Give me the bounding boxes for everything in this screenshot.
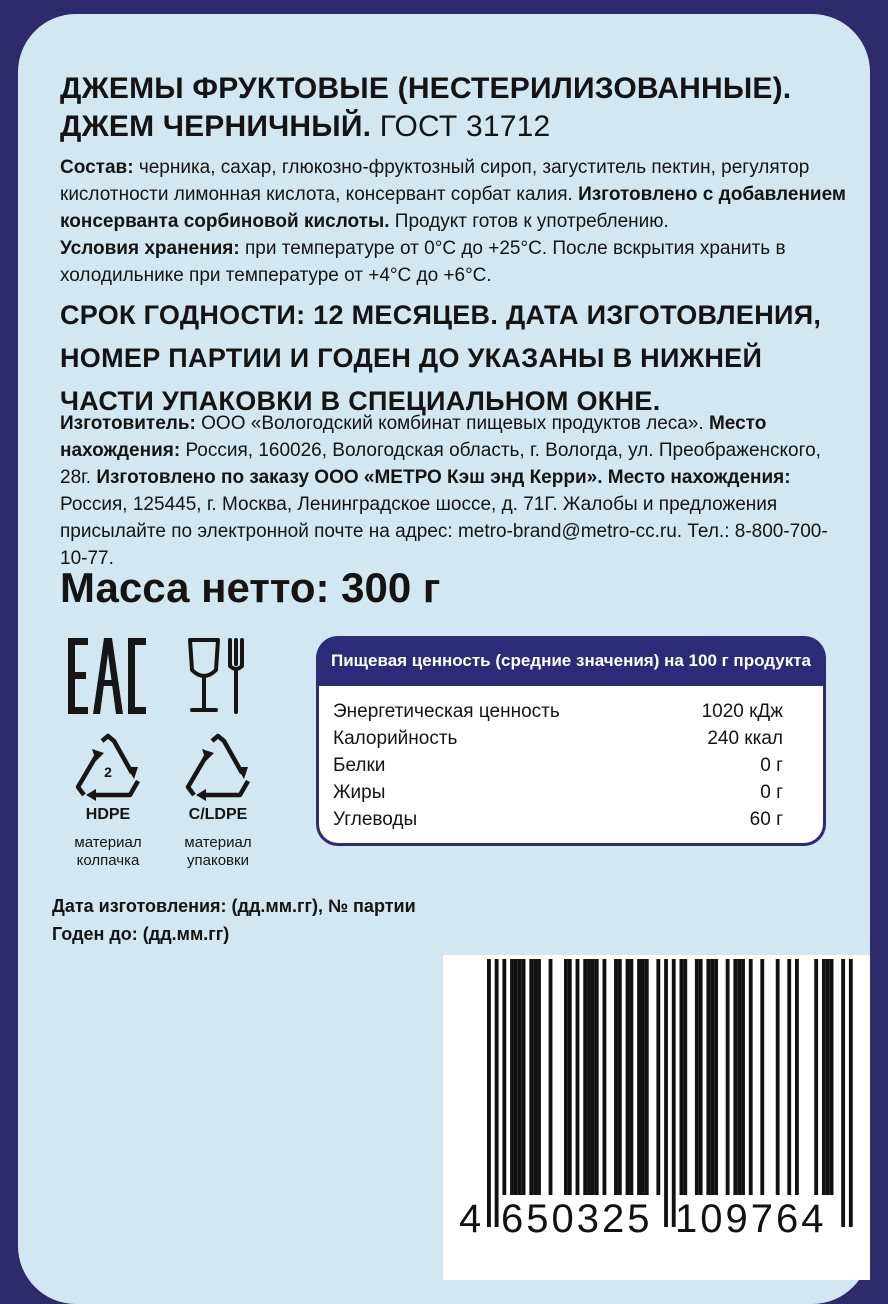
- shelf-life-line-1: СРОК ГОДНОСТИ: 12 МЕСЯЦЕВ. ДАТА ИЗГОТОВЛЕНИЯ,: [60, 300, 822, 330]
- title-line-1: ДЖЕМЫ ФРУКТОВЫЕ (НЕСТЕРИЛИЗОВАННЫЕ).: [60, 72, 792, 105]
- storage-label: Условия хранения:: [60, 238, 240, 259]
- location-text: Россия, 160026, Вологодская область, г. Вологда, ул. Преображенского, 28г.: [60, 440, 821, 488]
- barcode-bar: [564, 959, 568, 1195]
- barcode-bar: [614, 959, 618, 1195]
- shelf-life-block: [60, 294, 848, 423]
- composition-text: черника, сахар, глюкозно-фруктозный сироп, загуститель пектин, регулятор кислотности лимонная кислота, консервант сорбат калия.: [60, 157, 810, 205]
- eac-mark-icon: [66, 636, 148, 716]
- barcode-bar: [583, 959, 587, 1195]
- barcode-bar: [618, 959, 622, 1195]
- barcode-bar: [591, 959, 595, 1195]
- food-contact-icon: [182, 636, 254, 716]
- shelf-life-line-3: ЧАСТИ УПАКОВКИ В СПЕЦИАЛЬНОМ ОКНЕ.: [60, 386, 661, 416]
- barcode-bar: [656, 959, 660, 1195]
- barcode-bar: [514, 959, 518, 1195]
- barcode-bar: [776, 959, 780, 1195]
- shelf-life-line-2: НОМЕР ПАРТИИ И ГОДЕН ДО УКАЗАНЫ В НИЖНЕЙ: [60, 343, 763, 373]
- barcode-bar: [749, 959, 753, 1195]
- best-before-label: Годен до: (дд.мм.гг): [52, 924, 230, 944]
- barcode-bar: [529, 959, 533, 1195]
- barcode-bar: [533, 959, 537, 1195]
- manufacturer-label: Изготовитель:: [60, 413, 196, 434]
- barcode-bar: [814, 959, 818, 1195]
- barcode-bar: [826, 959, 830, 1195]
- nutrition-body: [319, 686, 823, 843]
- barcode-bar: [680, 959, 684, 1195]
- nutrition-row: Жиры 0 г: [333, 782, 783, 803]
- manufacturer-block: [60, 410, 848, 572]
- barcode-bar: [683, 959, 687, 1195]
- ldpe-caption: материал упаковки: [184, 834, 252, 869]
- recycle-ldpe-icon: [182, 733, 254, 803]
- storage-text: при температуре от 0°С до +25°С. После вскрытия хранить в холодильнике при температуре от +4°С до +6°С.: [60, 238, 786, 286]
- barcode-bar: [760, 959, 764, 1195]
- barcode-bar: [822, 959, 826, 1195]
- barcode-bar: [737, 959, 741, 1195]
- hdpe-label: HDPE: [85, 806, 131, 823]
- title-line-2: ДЖЕМ ЧЕРНИЧНЫЙ.: [60, 110, 372, 143]
- barcode-first-digit: 4: [459, 1197, 482, 1241]
- nutrition-row: Белки 0 г: [333, 755, 783, 776]
- barcode-bar: [502, 959, 506, 1195]
- barcode-bar: [518, 959, 522, 1195]
- barcode-bar: [726, 959, 730, 1195]
- nutrition-row: Энергетическая ценность 1020 кДж: [333, 701, 783, 722]
- gost-code: ГОСТ 31712: [379, 110, 551, 143]
- nutrition-header: Пищевая ценность (средние значения) на 100 г продукта: [331, 651, 811, 670]
- barcode-bar: [487, 959, 491, 1227]
- barcode-bar: [706, 959, 710, 1195]
- preservative-note: Изготовлено с добавлением консерванта сорбиновой кислоты.: [60, 184, 846, 232]
- barcode-bar: [741, 959, 745, 1195]
- composition-block: [60, 154, 848, 289]
- barcode-bar: [841, 959, 845, 1227]
- barcode-bar: [795, 959, 799, 1195]
- ready-note: Продукт готов к употреблению.: [394, 211, 669, 232]
- barcode-bar: [603, 959, 607, 1195]
- order-label: Изготовлено по заказу ООО «МЕТРО Кэш энд Керри». Место нахождения:: [96, 467, 791, 488]
- barcode: [443, 955, 870, 1280]
- date-fields: [52, 892, 416, 948]
- barcode-bar: [522, 959, 526, 1195]
- barcode-bar: [549, 959, 553, 1195]
- barcode-bar: [714, 959, 718, 1195]
- barcode-bar: [699, 959, 703, 1195]
- barcode-bar: [664, 959, 668, 1227]
- manufacture-date-label: Дата изготовления: (дд.мм.гг), № партии: [52, 896, 416, 916]
- nutrition-row: Углеводы 60 г: [333, 809, 783, 830]
- barcode-bar: [537, 959, 541, 1195]
- nutrition-table: [316, 636, 826, 846]
- barcode-bar: [787, 959, 791, 1195]
- barcode-bar: [629, 959, 633, 1195]
- barcode-bar: [576, 959, 580, 1195]
- barcode-bar: [568, 959, 572, 1195]
- location-label: Место нахождения:: [60, 413, 767, 461]
- barcode-bar: [626, 959, 630, 1195]
- barcode-bar: [830, 959, 834, 1195]
- barcode-right-digits: 109764: [675, 1197, 827, 1241]
- barcode-bar: [645, 959, 649, 1195]
- hdpe-code: 2: [104, 764, 112, 780]
- hdpe-caption: материал колпачка: [74, 834, 142, 869]
- barcode-bar: [695, 959, 699, 1195]
- barcode-left-digits: 650325: [501, 1197, 653, 1241]
- barcode-bar: [510, 959, 514, 1195]
- order-text: Россия, 125445, г. Москва, Ленинградское шоссе, д. 71Г. Жалобы и предложения присылайте по электронной почте на адрес: metro-brand@metro-cc.ru. Тел.: 8-800-700-10-77.: [60, 494, 828, 569]
- barcode-bar: [495, 959, 499, 1227]
- nutrition-row: Калорийность 240 ккал: [333, 728, 783, 749]
- barcode-bar: [587, 959, 591, 1195]
- barcode-bar: [637, 959, 641, 1195]
- composition-label: Состав:: [60, 157, 134, 178]
- barcode-bar: [672, 959, 676, 1227]
- barcode-bar: [849, 959, 853, 1227]
- net-mass: Масса нетто: 300 г: [60, 564, 441, 611]
- barcode-bar: [641, 959, 645, 1195]
- barcode-bar: [733, 959, 737, 1195]
- ldpe-label: C/LDPE: [188, 806, 248, 823]
- barcode-bar: [710, 959, 714, 1195]
- barcode-bar: [595, 959, 599, 1195]
- product-title: [60, 70, 848, 146]
- manufacturer-name: ООО «Вологодский комбинат пищевых продуктов леса».: [201, 413, 704, 434]
